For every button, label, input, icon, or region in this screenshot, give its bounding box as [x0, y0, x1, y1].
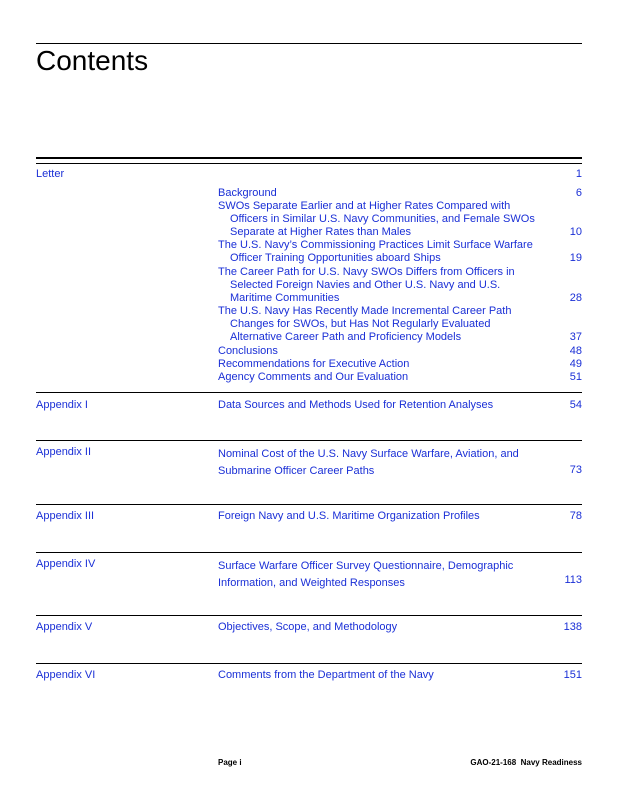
- toc-entry-line: SWOs Separate Earlier and at Higher Rates Compared with: [218, 200, 511, 212]
- toc-appendix-label[interactable]: Appendix VI: [36, 669, 96, 681]
- toc-entry-page[interactable]: 51: [569, 371, 582, 383]
- toc-appendix-page[interactable]: 113: [564, 574, 582, 586]
- toc-entry-line: Alternative Career Path and Proficiency Models: [230, 331, 462, 343]
- toc-entry-line: Maritime Communities: [230, 292, 340, 304]
- toc-entry-swos-separate[interactable]: [218, 200, 548, 239]
- toc-entry-line: Foreign Navy and U.S. Maritime Organization Profiles: [218, 510, 480, 522]
- toc-entry-page[interactable]: 28: [569, 292, 582, 304]
- toc-appendix-title[interactable]: [218, 446, 548, 480]
- toc-entry-conclusions[interactable]: [218, 345, 548, 358]
- footer-report-id: GAO-21-168 Navy Readiness: [470, 758, 582, 767]
- section-divider: [36, 615, 582, 616]
- toc-appendix-title[interactable]: [218, 399, 548, 412]
- toc-entry-line: The Career Path for U.S. Navy SWOs Differs from Officers in: [218, 266, 515, 278]
- toc-entry-line: Recommendations for Executive Action: [218, 358, 410, 370]
- toc-entry-line: Conclusions: [218, 345, 278, 357]
- toc-entry-page[interactable]: 49: [569, 358, 582, 370]
- toc-appendix-title[interactable]: [218, 558, 548, 592]
- toc-entry-agency-comments[interactable]: [218, 371, 548, 384]
- toc-appendix-page[interactable]: 78: [569, 510, 582, 522]
- toc-entry-page[interactable]: 19: [569, 252, 582, 264]
- toc-entry-page[interactable]: 6: [575, 187, 582, 199]
- toc-entry-line: Separate at Higher Rates than Males: [230, 226, 411, 238]
- section-divider: [36, 663, 582, 664]
- toc-entry-line: Changes for SWOs, but Has Not Regularly Evaluated: [230, 318, 491, 330]
- toc-top-rule: [36, 157, 582, 159]
- toc-letter-page[interactable]: 1: [575, 168, 582, 180]
- toc-appendix-title[interactable]: [218, 510, 548, 523]
- toc-entry-line: The U.S. Navy’s Commissioning Practices Limit Surface Warfare: [218, 239, 533, 251]
- footer-page-label: Page i: [218, 758, 242, 767]
- toc-entry-line: Agency Comments and Our Evaluation: [218, 371, 409, 383]
- toc-entry-line: Selected Foreign Navies and Other U.S. Navy and U.S.: [230, 279, 501, 291]
- toc-entry-line: Officer Training Opportunities aboard Ships: [230, 252, 441, 264]
- section-divider: [36, 392, 582, 393]
- toc-entry-page[interactable]: 10: [569, 226, 582, 238]
- toc-appendix-label[interactable]: Appendix IV: [36, 558, 96, 570]
- section-divider: [36, 504, 582, 505]
- toc-entry-line: Comments from the Department of the Navy: [218, 669, 434, 681]
- toc-appendix-label[interactable]: Appendix V: [36, 621, 93, 633]
- toc-entry-line: Background: [218, 187, 277, 199]
- toc-appendix-label[interactable]: Appendix III: [36, 510, 95, 522]
- toc-entry-line: Nominal Cost of the U.S. Navy Surface Warfare, Aviation, and: [218, 448, 519, 460]
- toc-entry-background[interactable]: [218, 187, 548, 200]
- toc-appendix-title[interactable]: [218, 621, 548, 634]
- toc-entry-incremental-changes[interactable]: [218, 305, 548, 344]
- toc-appendix-page[interactable]: 73: [569, 464, 582, 476]
- toc-entry-recommendations[interactable]: [218, 358, 548, 371]
- toc-top-rule-thin: [36, 163, 582, 164]
- toc-entry-page[interactable]: 37: [569, 331, 582, 343]
- toc-entry-line: Information, and Weighted Responses: [218, 577, 405, 589]
- toc-letter-label[interactable]: Letter: [36, 168, 65, 180]
- toc-appendix-label[interactable]: Appendix I: [36, 399, 88, 411]
- toc-entry-line: Submarine Officer Career Paths: [218, 465, 375, 477]
- toc-entry-line: Objectives, Scope, and Methodology: [218, 621, 398, 633]
- toc-appendix-page[interactable]: 54: [569, 399, 582, 411]
- toc-entry-line: Data Sources and Methods Used for Retention Analyses: [218, 399, 494, 411]
- toc-entry-line: The U.S. Navy Has Recently Made Incremental Career Path: [218, 305, 512, 317]
- toc-entry-commissioning[interactable]: [218, 239, 548, 265]
- toc-appendix-label[interactable]: Appendix II: [36, 446, 92, 458]
- toc-entry-page[interactable]: 48: [569, 345, 582, 357]
- section-divider: [36, 440, 582, 441]
- page-title: Contents: [36, 45, 149, 76]
- toc-appendix-page[interactable]: 138: [563, 621, 582, 633]
- toc-appendix-page[interactable]: 151: [563, 669, 582, 681]
- toc-entry-line: Surface Warfare Officer Survey Questionnaire, Demographic: [218, 560, 514, 572]
- toc-entry-career-path[interactable]: [218, 266, 548, 305]
- section-divider: [36, 552, 582, 553]
- toc-entry-line: Officers in Similar U.S. Navy Communities, and Female SWOs: [230, 213, 535, 225]
- toc-appendix-title[interactable]: [218, 669, 548, 682]
